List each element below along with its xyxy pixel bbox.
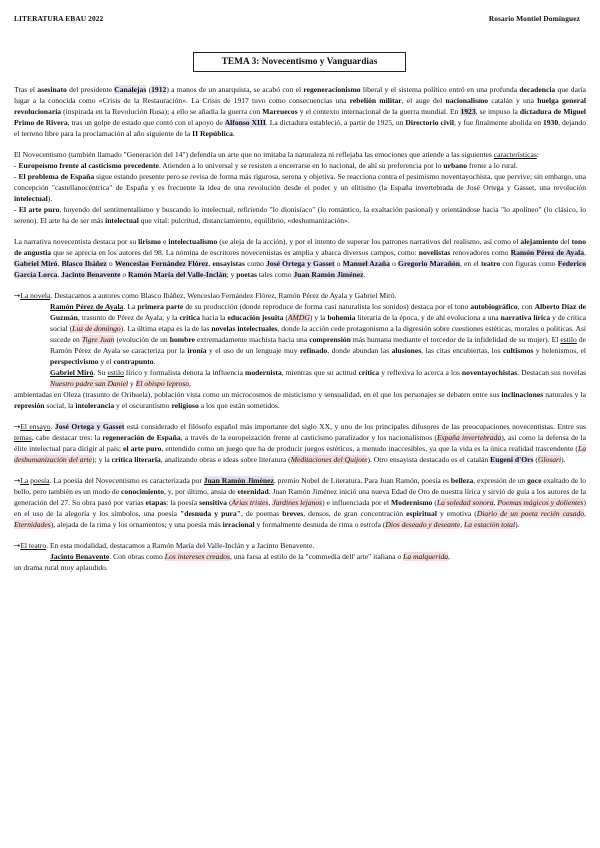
text-run: , de poemas	[240, 509, 283, 518]
text-run: está considerado el filósofo español más importante del siglo XX, y uno de los principales difusores de las preocupaciones novecentistas. Entre sus	[124, 422, 587, 431]
text-run: cultismos	[502, 346, 534, 355]
text-run: o	[334, 259, 343, 268]
text-run: , huyendo del sentimentalismo y buscando lo intelectual, refiriendo "lo dionisíaco" (lo romántico, la exaltación pasional) y orientándose hacia "lo apolíneo" (lo clásico, lo sereno). El arte ha de ser más	[14, 205, 586, 225]
text-run: regeneración de España	[102, 433, 181, 442]
text-run: Marruecos	[262, 107, 298, 116]
text-run: y el	[98, 357, 114, 366]
paragraph-benavente	[14, 551, 586, 562]
text-run: Tras el	[14, 85, 38, 94]
highlighted-term: Juan Ramón Jiménez	[203, 476, 274, 485]
text-run: goce	[527, 476, 542, 485]
text-run: , se impuso la	[475, 107, 520, 116]
text-run: asesinato	[37, 85, 67, 94]
text-run: temas	[14, 433, 32, 442]
text-run: represión	[14, 401, 45, 410]
text-run: autobiográfico	[470, 302, 518, 311]
paragraph-novecentismo-characteristics	[14, 149, 586, 226]
text-run: La narrativa novecentista destaca por su	[14, 237, 139, 246]
text-run: dictadura de Miguel Primo de Rivera	[14, 107, 586, 127]
text-run: lírico y formalista denota la influencia	[123, 368, 246, 377]
text-run: . En esta modalidad, destacamos a Ramón María del Valle-Inclán y a Jacinto Benavente.	[46, 541, 315, 550]
highlighted-term: Wenceslao Fernández Flórez	[114, 259, 209, 268]
text-run: novelistas	[418, 248, 451, 257]
text-run: . Destacamos a autores como Blasco Ibáñez, Wenceslao Fernández Flórez, Ramón Pérez de Ayala y Gabriel Miró.	[50, 291, 397, 300]
text-run: ). La última etapa es la de las	[120, 324, 212, 333]
work-title: Glosari	[537, 455, 562, 464]
text-run: ) a manos de un anarquista, se acabó con el	[166, 85, 304, 94]
text-run: catalán y una	[488, 96, 538, 105]
text-run: : la poesía	[166, 498, 200, 507]
paragraph-gabriel-miro-continued	[14, 389, 586, 411]
text-run: ,	[493, 498, 498, 507]
text-run: :	[536, 150, 539, 159]
text-run: rebelión militar	[349, 96, 402, 105]
text-run: (inspirada en la Revolución Rusa); a ello se añadía la guerra con	[61, 107, 263, 116]
work-title: AMDG	[287, 313, 310, 322]
text-run: . Atienden a lo universal y se resisten a encerrarse en lo nacional, de ahí su preferencia por lo	[158, 161, 444, 170]
text-run: , y, por último, ansia de	[164, 487, 238, 496]
text-run: y formalmente desnuda de rima o estrofa (	[254, 520, 386, 529]
text-run: estilo	[107, 368, 124, 377]
work-title: La soledad sonora	[436, 498, 494, 507]
text-run: ) y la	[309, 313, 328, 322]
text-run: un drama rural muy aplaudido.	[14, 563, 108, 572]
text-run: social, la	[44, 401, 76, 410]
text-run: el arte puro	[123, 444, 162, 453]
text-run: lirismo	[138, 237, 161, 246]
text-run: e	[160, 237, 169, 246]
text-run: intolerancia	[75, 401, 115, 410]
text-run: y	[128, 379, 136, 388]
text-run: y el oscurantismo	[114, 401, 172, 410]
text-run: (	[146, 85, 152, 94]
text-run: Gabriel Miró	[50, 368, 94, 377]
work-title: El obispo leproso	[135, 379, 190, 388]
text-run: , cabe destacar tres: la	[31, 433, 103, 442]
text-run: estilo	[560, 335, 577, 344]
text-run: 1930	[542, 118, 559, 127]
text-run: y emotiva (	[436, 509, 477, 518]
work-title: Meditaciones del Quijote	[290, 455, 368, 464]
text-run: liberal y el sistema político entró en una profunda	[360, 85, 520, 94]
paragraph-teatro-intro	[14, 540, 586, 551]
text-run: inclinaciones	[501, 390, 544, 399]
text-run: eternidad	[237, 487, 269, 496]
paragraph-benavente-continued	[14, 562, 586, 573]
arrow-icon: →	[14, 476, 21, 485]
text-run: ,	[57, 259, 62, 268]
text-run: , el auge del	[401, 96, 446, 105]
work-title: España invertebrada	[436, 433, 502, 442]
text-run: a los que están sometidos.	[198, 401, 280, 410]
text-run: ironía	[187, 346, 207, 355]
text-run: educación jesuita	[227, 313, 284, 322]
text-run: . Juan Ramón Jiménez inició una nueva Edad de Oro de nuestra lírica y sirvió de guía a los autores de la generación del 27. Su obra pasó por varias	[14, 487, 586, 507]
text-run: Alberto Díaz de Guzmán	[50, 302, 586, 322]
text-run: y reflexiva lo acerca a los	[379, 368, 462, 377]
highlighted-term: Canalejas	[114, 85, 147, 94]
text-run: teatro	[480, 259, 501, 268]
paragraph-narrativa	[14, 236, 586, 280]
text-run: y el uso de un lenguaje muy	[206, 346, 300, 355]
text-run: comprensión	[309, 335, 351, 344]
text-run: sigue estando presente pero se revisa de forma más rigurosa, serena y objetiva. Se reacciona contra el pesimismo noventayochista, que pervive; sin embargo, una concepción "castellanocéntrica" de España y es frecuente la idea de una revolución desde el poder y un elitismo (la España invertebrada de José Ortega y Gasset, una revolución	[14, 172, 586, 192]
text-run: etapas	[145, 498, 167, 507]
text-run: urbano	[443, 161, 467, 170]
text-run: (evolución de un	[114, 335, 170, 344]
arrow-icon: →	[14, 291, 21, 300]
text-run: ).	[561, 455, 566, 464]
text-run: , mientras que su actitud	[281, 368, 359, 377]
text-run: breves	[282, 509, 304, 518]
highlighted-term: Ramón Pérez de Ayala	[510, 248, 585, 257]
text-run: El problema de España	[18, 172, 95, 181]
text-run: El teatro	[20, 541, 47, 550]
text-run: .	[232, 129, 235, 138]
text-run: y el contexto internacional de la guerra mundial. En	[297, 107, 461, 116]
text-run: "desnuda y pura"	[180, 509, 241, 518]
text-run: o	[389, 259, 399, 268]
work-title: Dios deseado y deseante	[385, 520, 461, 529]
work-title: Nuestro padre san Daniel	[50, 379, 129, 388]
text-run: ambientadas en Oleza (trasunto de Orihuela), población vista como un microcosmos de misticismo y sensualidad, en el que los personajes se debaten entre sus	[14, 390, 502, 399]
work-title: Luz de domingo	[72, 324, 121, 333]
text-run: o	[120, 270, 129, 279]
highlighted-term: José Ortega y Gasset	[266, 259, 335, 268]
text-run: con figuras como	[500, 259, 558, 268]
text-run: que vital: pulcritud, distanciamiento, equilibrio, «deshumanización».	[138, 216, 350, 225]
text-run: ,	[584, 248, 586, 257]
text-run: , y fue finalmente abolida en	[453, 118, 543, 127]
text-run: renovadores como	[450, 248, 511, 257]
text-run: Ramón Pérez de Ayala	[50, 302, 124, 311]
highlighted-term: Gabriel Miró	[14, 259, 58, 268]
text-run: , densos, de gran concentración	[303, 509, 407, 518]
text-run: (	[226, 498, 232, 507]
text-run: , dejando el terreno libre para la proclamación al año siguiente de la	[14, 118, 586, 138]
highlighted-term: Jacinto Benavente	[61, 270, 121, 279]
text-run: exaltado de lo bello, pero también es un modo de	[14, 476, 587, 496]
text-run: primera parte	[137, 302, 184, 311]
text-run: . La	[123, 302, 138, 311]
highlighted-term: Blasco Ibáñez	[61, 259, 107, 268]
page-title: TEMA 3: Novecentismo y Vanguardias	[193, 52, 406, 72]
text-run: La poesía	[20, 476, 50, 485]
text-run: características	[493, 150, 537, 159]
text-run: , donde la acción cede protagonismo a la digresión sobre cuestiones estéticas, morales o políticas. Así sucede en	[50, 324, 587, 344]
text-run: , entendido como un juego que ha de producir juegos estéticos, a menudo inaccesibles, ya que la vida es la única realidad trascendente (	[161, 444, 578, 453]
text-run: ) en el uso de la alegoría y los símbolos, una poesía	[14, 498, 587, 518]
text-run: decadencia	[519, 85, 556, 94]
text-run: naturales y la	[543, 390, 586, 399]
text-run: ); y la	[92, 455, 112, 464]
text-run: (	[432, 498, 437, 507]
text-run: que se aprecia en los autores del 98. La nómina de escritores novecentistas es amplia y abarca diversos campos, como:	[51, 248, 419, 257]
work-title: Poemas mágicos y dolientes	[497, 498, 584, 507]
text-run: .	[50, 422, 55, 431]
text-run: belleza	[450, 476, 474, 485]
highlighted-term: 1923	[460, 107, 476, 116]
text-run: , las citas encubiertas, los	[421, 346, 503, 355]
arrow-icon: →	[14, 541, 21, 550]
text-run: , donde abundan las	[327, 346, 392, 355]
text-run: intelectual	[14, 194, 48, 203]
paragraph-perez-de-ayala	[14, 301, 586, 367]
text-run: poetas	[236, 270, 257, 279]
text-run: de Ramón Pérez de Ayala se caracteriza por la	[50, 335, 587, 355]
text-run: Europeísmo frente al casticismo precedente	[18, 161, 159, 170]
highlighted-term: Gregorio Marañón	[398, 259, 460, 268]
text-run: narrativa lírica	[500, 313, 551, 322]
text-run: . Con obras como	[109, 552, 165, 561]
text-run: tales como	[256, 270, 294, 279]
text-run: , una farsa al estilo de la "commedia dell' arte" italiana o	[230, 552, 404, 561]
paragraph-gabriel-miro	[14, 367, 586, 389]
text-run: bohemia	[327, 313, 356, 322]
text-run: -	[14, 172, 19, 181]
text-run: , con	[517, 302, 535, 311]
text-run: , tras un golpe de estado que contó con el apoyo de	[67, 118, 225, 127]
text-run: más humana mediante el torcedor de la infidelidad de su mujer). El	[350, 335, 561, 344]
text-run: ,	[584, 509, 586, 518]
text-run: El arte puro	[18, 205, 60, 214]
text-run: .	[153, 357, 156, 366]
text-run: ,	[57, 270, 62, 279]
text-run: . La poesía del Novecentismo es caracterizada por	[49, 476, 204, 485]
text-run: (se aleja de la acción), y por el intento de superar los patrones narrativos del realismo, así como el	[217, 237, 521, 246]
text-run: crítica	[179, 313, 201, 322]
text-run: hacia la	[200, 313, 228, 322]
highlighted-term: Eugeni d'Ors	[490, 455, 534, 464]
text-run: ,	[189, 379, 191, 388]
text-run: ).	[515, 520, 520, 529]
highlighted-term: Alfonso XIII	[224, 118, 266, 127]
text-run: El ensayo	[20, 422, 51, 431]
text-run: (	[533, 455, 538, 464]
text-run: regeneracionismo	[303, 85, 361, 94]
text-run: tono de angustia	[14, 237, 586, 257]
arrow-icon: →	[14, 422, 21, 431]
text-run: hombre	[169, 335, 195, 344]
text-run: conocimiento	[121, 487, 165, 496]
text-run: como	[244, 259, 267, 268]
text-run: .	[363, 270, 366, 279]
text-run: Jacinto Benavente	[50, 552, 110, 561]
work-title: La malquerida	[403, 552, 449, 561]
highlighted-term: Manuel Azaña	[342, 259, 390, 268]
text-run: ) e influenciada por el	[322, 498, 392, 507]
text-run: ensayistas	[212, 259, 245, 268]
text-run: ).	[47, 194, 53, 203]
text-run: (	[283, 313, 288, 322]
text-run: II República	[192, 129, 233, 138]
text-run: crítica literaria	[111, 455, 161, 464]
text-run: La novela	[20, 291, 51, 300]
text-run: . La dictadura estableció, a partir de 1925, un	[265, 118, 406, 127]
text-run: , en el	[459, 259, 481, 268]
text-run: noventayochistas	[461, 368, 518, 377]
text-run: ). Otro ensayista destacado es el catalán	[367, 455, 491, 464]
text-run: contrapunto	[113, 357, 154, 366]
text-run: , expresión de un	[473, 476, 528, 485]
paragraph-poesia	[14, 475, 586, 530]
highlighted-term: Federico García Lorca	[14, 259, 586, 279]
text-run: Modernismo	[391, 498, 433, 507]
text-run: -	[14, 161, 19, 170]
text-run: religioso	[171, 401, 199, 410]
work-title: Eternidades	[14, 520, 51, 529]
document-body	[14, 84, 586, 583]
text-run: ,	[460, 520, 465, 529]
highlighted-term: José Ortega y Gasset	[54, 422, 125, 431]
text-run: o	[106, 259, 115, 268]
text-run: refinado	[299, 346, 328, 355]
header-course-label: LITERATURA EBAU 2022	[14, 14, 104, 23]
text-run: del presidente	[66, 85, 115, 94]
text-run: , a través de la europeización frente al casticismo paralizador y los nacionalismos (	[180, 433, 437, 442]
text-run: . Destacan sus novelas	[517, 368, 587, 377]
work-title: La estación total	[464, 520, 516, 529]
text-run: huelga general revolucionaria	[14, 96, 586, 116]
text-run: ,	[208, 259, 213, 268]
paragraph-novela-intro	[14, 290, 586, 301]
text-run: extremadamente machista hacia una	[194, 335, 310, 344]
highlighted-term: Juan Ramón Jiménez	[293, 270, 364, 279]
text-run: modernista	[245, 368, 282, 377]
work-title: Jardines lejanos	[272, 498, 323, 507]
text-run: Directorio civil	[405, 118, 454, 127]
text-run: novelas intelectuales	[211, 324, 278, 333]
highlighted-term: Ramón María del Valle-Inclán	[128, 270, 227, 279]
text-run: irracional	[222, 520, 255, 529]
text-run: ), así como la defensa de la élite intelectual para dirigir al país;	[14, 433, 587, 453]
text-run: del	[558, 237, 572, 246]
text-run: que daría lugar a la conocida como «Crisis de la Restauración». La Crisis de 1917 tuvo como consecuencias una	[14, 85, 586, 105]
text-run: nacionalismo	[445, 96, 489, 105]
text-run: intelectual	[105, 216, 139, 225]
text-run: ), alejada de la rima y los ornamentos; y una poesía más	[50, 520, 223, 529]
work-title: Los intereses creados	[164, 552, 231, 561]
text-run: ; y	[226, 270, 237, 279]
text-run: literaria de la época, y de ahí evoluciona a una	[355, 313, 501, 322]
highlighted-term: 1912	[151, 85, 167, 94]
text-run: de su producción (donde reproduce de forma casi naturalista los sonidos) destaca por el tono	[183, 302, 471, 311]
text-run: crítica	[358, 368, 380, 377]
text-run: . Su	[93, 368, 108, 377]
text-run: perspectivismo	[50, 357, 99, 366]
text-run: , analizando obras e ideas sobre literatura (	[160, 455, 291, 464]
text-run: alusiones	[391, 346, 422, 355]
text-run: -	[14, 205, 19, 214]
text-run: y de crítica social (	[50, 313, 586, 333]
text-run: frente a lo rural.	[467, 161, 518, 170]
text-run: ,	[448, 552, 450, 561]
paragraph-historical-context	[14, 84, 586, 139]
text-run: intelectualismo	[168, 237, 218, 246]
text-run: sensitiva	[199, 498, 227, 507]
work-title: Arias tristes	[231, 498, 269, 507]
text-run: espiritual	[406, 509, 437, 518]
header-author-name: Rosario Montiel Domínguez	[488, 14, 580, 23]
text-run: ,	[268, 498, 273, 507]
text-run: alejamiento	[520, 237, 559, 246]
work-title: La deshumanización del arte	[14, 444, 586, 464]
work-title: Diario de un poeta recién casado	[476, 509, 585, 518]
text-run: y helenismos, el	[533, 346, 587, 355]
work-title: Tigre Juan	[81, 335, 115, 344]
text-run: , trasunto de Pérez de Ayala; y la	[77, 313, 180, 322]
text-run: , premio Nobel de Literatura. Para Juan Ramón, poesía es	[273, 476, 451, 485]
paragraph-ensayo	[14, 421, 586, 465]
text-run: El Novecentismo (también llamado "Generación del 14") defendía un arte que no imitaba la naturaleza ni reflejaba las emociones que atiende a las siguientes	[14, 150, 494, 159]
